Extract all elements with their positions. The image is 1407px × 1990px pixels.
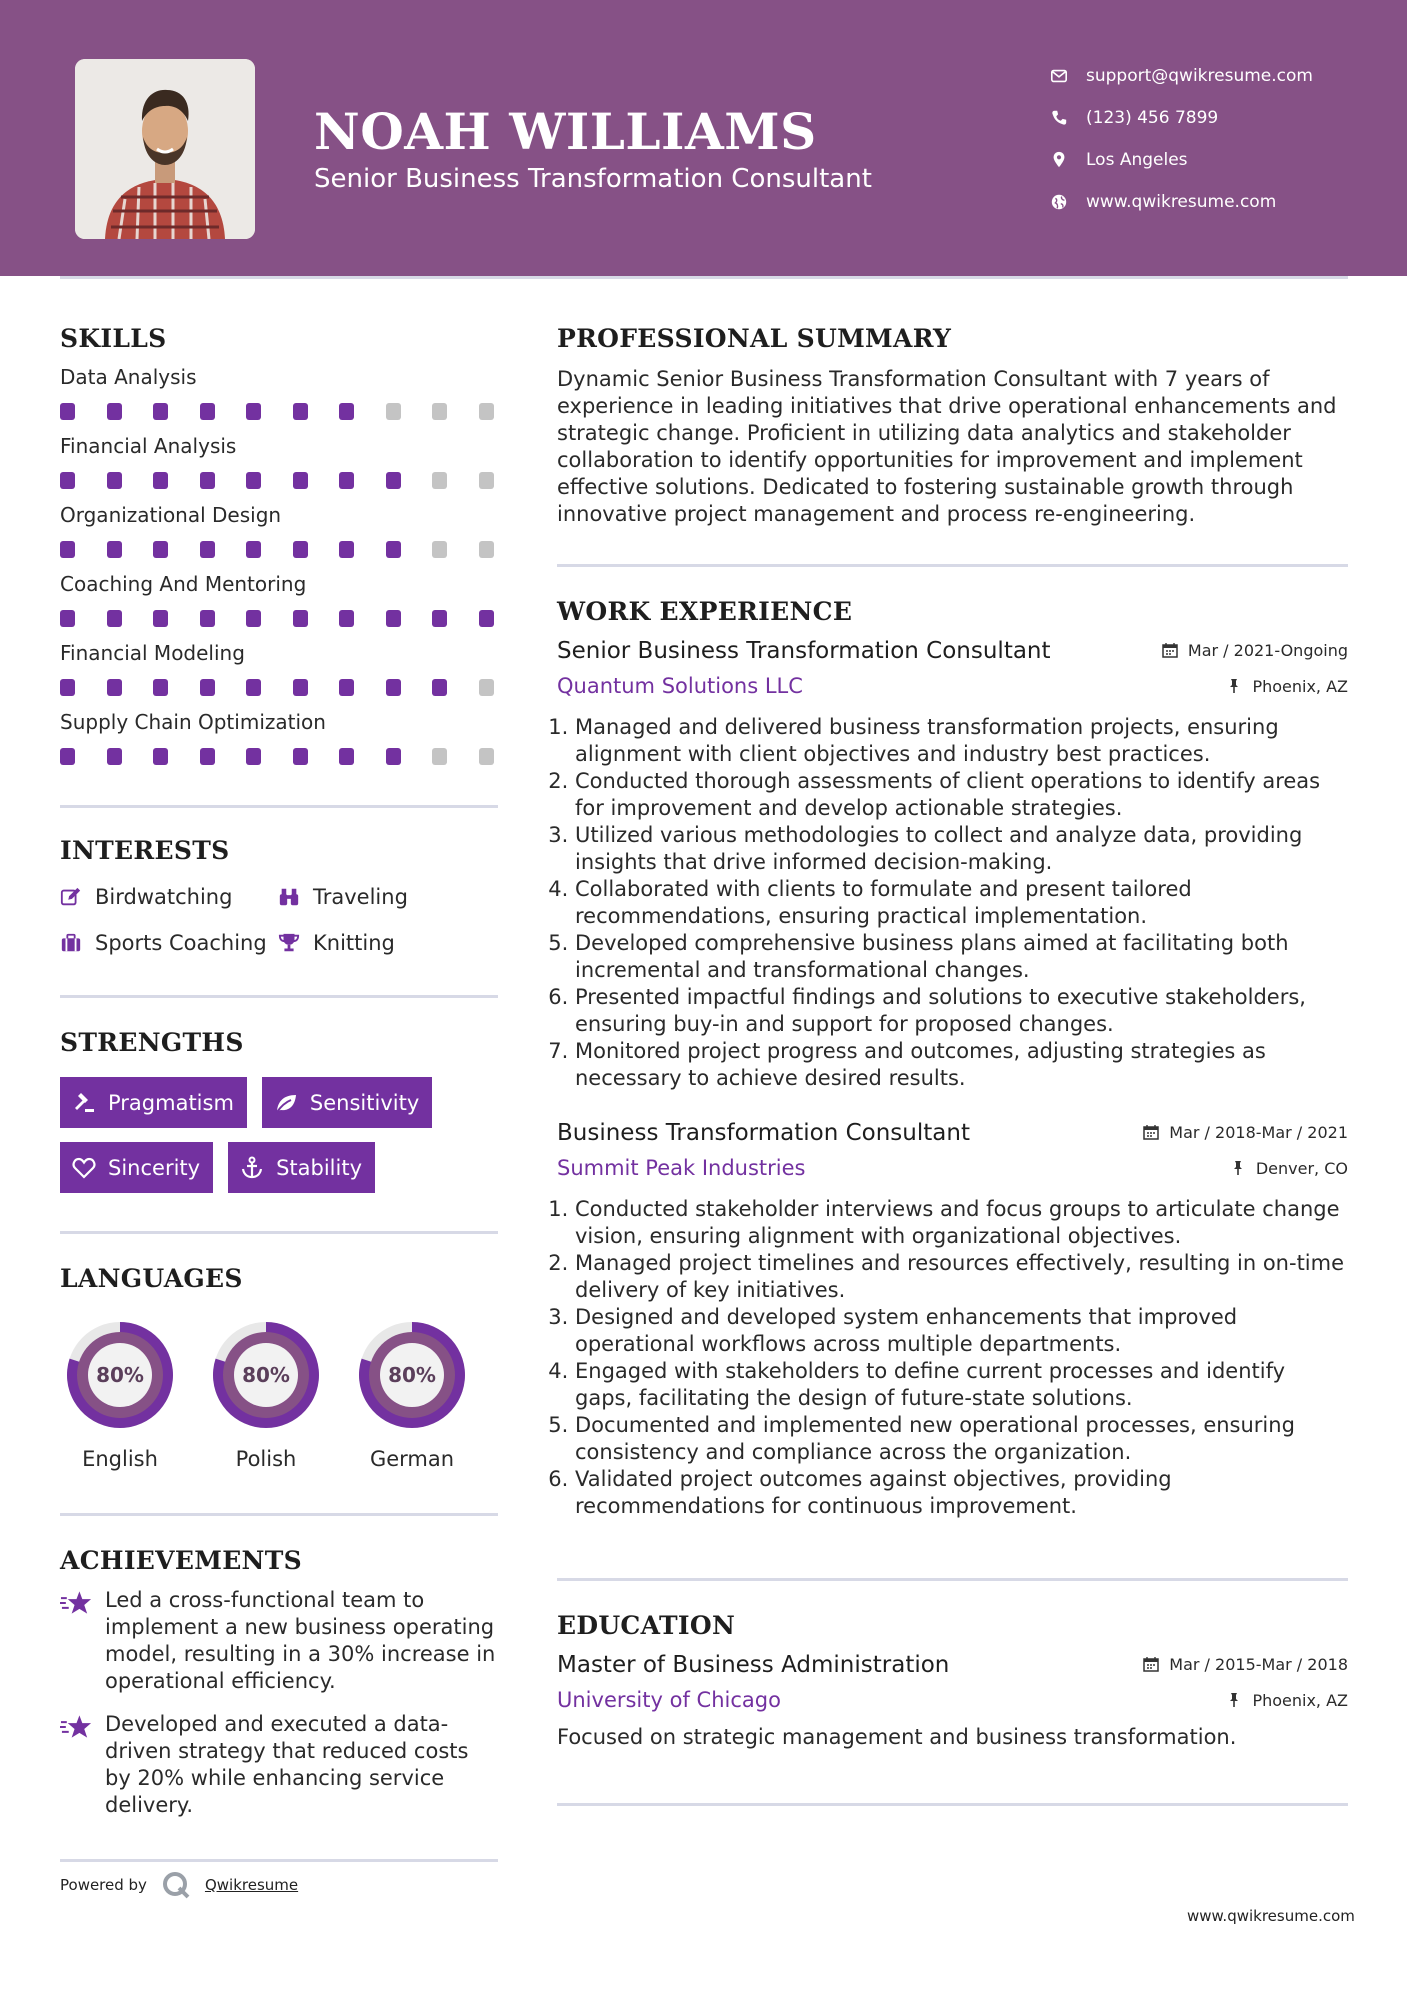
skill-dot-filled	[153, 679, 168, 696]
skill-rating	[60, 472, 498, 489]
section-divider	[557, 1803, 1348, 1806]
skill-name: Financial Modeling	[60, 641, 245, 665]
job-date	[1162, 641, 1348, 660]
job-entry	[557, 1120, 1348, 1520]
skill-dot-filled	[339, 748, 354, 765]
skill-dot-filled	[339, 679, 354, 696]
duty-item: 1. Conducted stakeholder interviews and focus groups to articulate change vision, ensuring alignment with organizational objectives.	[575, 1196, 1348, 1250]
skill-dot-filled	[293, 541, 308, 558]
duty-item: 7. Monitored project progress and outcomes, adjusting strategies as necessary to achieve desired results.	[575, 1038, 1348, 1092]
education-description: Focused on strategic management and business transformation.	[557, 1725, 1237, 1749]
job-subheader	[557, 674, 1348, 698]
company-name: Summit Peak Industries	[557, 1156, 806, 1180]
skill-dot-filled	[339, 610, 354, 627]
briefcase-icon	[60, 932, 82, 954]
language-percent: 80%	[96, 1363, 144, 1387]
skill-dot-filled	[200, 679, 215, 696]
contact-phone[interactable]	[1050, 97, 1313, 139]
duty-item: 1. Managed and delivered business transformation projects, ensuring alignment with client objectives and industry best practices.	[575, 714, 1348, 768]
section-divider	[557, 1578, 1348, 1581]
degree-name: Master of Business Administration	[557, 1652, 950, 1678]
skill-dot-filled	[246, 472, 261, 489]
skill-dot-filled	[246, 541, 261, 558]
candidate-name: NOAH WILLIAMS	[314, 102, 817, 161]
interest-item	[278, 885, 498, 909]
left-column	[60, 320, 498, 1900]
achievement-item	[60, 1587, 498, 1695]
skill-dot-filled	[479, 610, 494, 627]
job-location-text: Denver, CO	[1255, 1158, 1348, 1178]
education-date	[1143, 1655, 1348, 1674]
job-header	[557, 638, 1348, 664]
star-achievement-icon	[60, 1713, 93, 1741]
section-divider	[60, 1513, 498, 1516]
skill-name: Organizational Design	[60, 503, 282, 527]
skill-rating	[60, 610, 498, 627]
language-item	[60, 1315, 180, 1471]
language-item	[352, 1315, 472, 1471]
language-item	[206, 1315, 326, 1471]
skill-dot-filled	[246, 403, 261, 420]
strength-label: Sensitivity	[309, 1090, 420, 1115]
gavel-icon	[72, 1091, 96, 1115]
map-marker-icon	[1050, 151, 1068, 169]
skill-dot-filled	[200, 403, 215, 420]
skill-dot-empty	[432, 541, 447, 558]
skill-item	[60, 434, 498, 489]
achievement-text: Developed and executed a data-driven strategy that reduced costs by 20% while enhancing service delivery.	[105, 1712, 469, 1817]
globe-icon	[1050, 193, 1068, 211]
skill-name: Supply Chain Optimization	[60, 710, 326, 734]
language-name: English	[82, 1447, 158, 1471]
phone-icon	[1050, 109, 1068, 127]
interest-label: Birdwatching	[95, 885, 233, 909]
job-date-text: Mar / 2018-Mar / 2021	[1169, 1122, 1348, 1142]
skill-rating	[60, 748, 498, 765]
skill-dot-empty	[432, 748, 447, 765]
skill-rating	[60, 541, 498, 558]
skill-item	[60, 503, 498, 558]
language-name: German	[369, 1447, 455, 1471]
duty-item: 2. Conducted thorough assessments of client operations to identify areas for improvement and develop actionable strategies.	[575, 768, 1348, 822]
skill-dot-filled	[246, 610, 261, 627]
experience-heading: WORK EXPERIENCE	[557, 597, 853, 626]
summary-heading: PROFESSIONAL SUMMARY	[557, 324, 952, 353]
job-title: Business Transformation Consultant	[557, 1120, 970, 1146]
education-subheader	[557, 1688, 1348, 1712]
interests-heading: INTERESTS	[60, 836, 230, 865]
section-divider	[60, 1859, 498, 1862]
achievements-heading: ACHIEVEMENTS	[60, 1546, 302, 1575]
education-entry	[557, 1652, 1348, 1751]
skill-dot-filled	[107, 748, 122, 765]
education-heading: EDUCATION	[557, 1611, 736, 1640]
skill-dot-filled	[200, 610, 215, 627]
skill-dot-filled	[107, 403, 122, 420]
skill-dot-filled	[432, 679, 447, 696]
pin-icon	[1230, 1160, 1246, 1176]
school-name: University of Chicago	[557, 1688, 781, 1712]
contact-location	[1050, 139, 1313, 181]
achievement-item	[60, 1711, 498, 1819]
skills-heading: SKILLS	[60, 324, 167, 353]
language-ring	[206, 1315, 326, 1435]
skill-name: Data Analysis	[60, 365, 197, 389]
strengths-heading: STRENGTHS	[60, 1028, 244, 1057]
candidate-title: Senior Business Transformation Consultant	[314, 164, 872, 194]
heart-icon	[72, 1156, 96, 1180]
interest-label: Traveling	[313, 885, 408, 909]
skill-dot-filled	[153, 403, 168, 420]
skill-item	[60, 572, 498, 627]
skill-dot-filled	[293, 748, 308, 765]
job-location	[1230, 1159, 1348, 1178]
skill-dot-filled	[386, 541, 401, 558]
skill-dot-filled	[153, 610, 168, 627]
interest-label: Knitting	[313, 931, 395, 955]
skill-rating	[60, 679, 498, 696]
contact-email-text: support@qwikresume.com	[1086, 66, 1313, 86]
strength-label: Pragmatism	[108, 1090, 234, 1115]
skill-dot-empty	[479, 541, 494, 558]
contact-website-text: www.qwikresume.com	[1086, 192, 1277, 212]
edit-icon	[60, 886, 82, 908]
skill-dot-filled	[386, 748, 401, 765]
skill-dot-filled	[339, 472, 354, 489]
interests-list	[60, 885, 498, 955]
skill-dot-filled	[107, 610, 122, 627]
skill-dot-filled	[107, 541, 122, 558]
skill-dot-empty	[479, 403, 494, 420]
duty-item: 5. Documented and implemented new operational processes, ensuring consistency and compliance across the organization.	[575, 1412, 1348, 1466]
person-avatar-icon	[75, 59, 255, 239]
strengths-list	[60, 1077, 498, 1193]
skill-rating	[60, 403, 498, 420]
contact-website[interactable]	[1050, 181, 1313, 223]
skills-list	[60, 365, 498, 765]
job-entry	[557, 638, 1348, 1092]
strength-tag	[60, 1142, 213, 1193]
skill-dot-filled	[339, 541, 354, 558]
skill-dot-filled	[200, 748, 215, 765]
languages-list	[60, 1315, 498, 1471]
interest-label: Sports Coaching	[95, 931, 267, 955]
interest-item	[60, 931, 278, 955]
job-subheader	[557, 1156, 1348, 1180]
skill-name: Financial Analysis	[60, 434, 237, 458]
skill-dot-filled	[60, 748, 75, 765]
strength-label: Sincerity	[108, 1155, 201, 1180]
interest-item	[278, 931, 498, 955]
language-ring	[352, 1315, 472, 1435]
skill-dot-filled	[386, 679, 401, 696]
job-location	[1226, 677, 1348, 696]
footer-website-link[interactable]: www.qwikresume.com	[1187, 1907, 1355, 1925]
job-duties	[557, 1196, 1348, 1520]
skill-dot-filled	[293, 472, 308, 489]
duty-item: 2. Managed project timelines and resources effectively, resulting in on-time delivery of key initiatives.	[575, 1250, 1348, 1304]
job-duties	[557, 714, 1348, 1092]
skill-dot-empty	[432, 403, 447, 420]
duty-item: 5. Developed comprehensive business plans aimed at facilitating both incremental and transformational changes.	[575, 930, 1348, 984]
header	[0, 0, 1407, 276]
skill-dot-filled	[339, 403, 354, 420]
skill-dot-filled	[60, 541, 75, 558]
language-ring	[60, 1315, 180, 1435]
education-header	[557, 1652, 1348, 1678]
contact-email[interactable]	[1050, 55, 1313, 97]
language-percent: 80%	[242, 1363, 290, 1387]
languages-heading: LANGUAGES	[60, 1264, 243, 1293]
duty-item: 6. Validated project outcomes against objectives, providing recommendations for continuous improvement.	[575, 1466, 1348, 1520]
job-date	[1143, 1123, 1348, 1142]
duty-item: 4. Collaborated with clients to formulate and present tailored recommendations, ensuring practical implementation.	[575, 876, 1348, 930]
job-header	[557, 1120, 1348, 1146]
skill-item	[60, 365, 498, 420]
strength-label: Stability	[276, 1155, 363, 1180]
education-date-text: Mar / 2015-Mar / 2018	[1169, 1654, 1348, 1674]
skill-dot-empty	[479, 472, 494, 489]
skill-dot-filled	[200, 541, 215, 558]
section-divider	[60, 805, 498, 808]
qwikresume-logo-icon	[161, 1870, 191, 1900]
section-divider	[60, 1231, 498, 1234]
skill-dot-filled	[293, 679, 308, 696]
skill-item	[60, 641, 498, 696]
binoculars-icon	[278, 886, 300, 908]
skill-dot-filled	[386, 610, 401, 627]
skill-dot-filled	[246, 748, 261, 765]
header-divider	[60, 276, 1348, 279]
section-divider	[557, 564, 1348, 567]
skill-dot-filled	[153, 541, 168, 558]
skill-dot-filled	[60, 610, 75, 627]
job-location-text: Phoenix, AZ	[1252, 676, 1348, 696]
skill-dot-filled	[432, 610, 447, 627]
job-date-text: Mar / 2021-Ongoing	[1187, 640, 1348, 660]
calendar-icon	[1162, 642, 1178, 658]
profile-photo	[75, 59, 255, 239]
skill-dot-filled	[200, 472, 215, 489]
powered-by	[60, 1870, 498, 1900]
leaf-icon	[274, 1091, 298, 1115]
duty-item: 6. Presented impactful findings and solutions to executive stakeholders, ensuring buy-in and support for proposed changes.	[575, 984, 1348, 1038]
right-column	[557, 320, 1348, 1806]
duty-item: 3. Designed and developed system enhancements that improved operational workflows across multiple departments.	[575, 1304, 1348, 1358]
strength-tag	[262, 1077, 432, 1128]
skill-dot-filled	[60, 472, 75, 489]
skill-dot-filled	[386, 472, 401, 489]
skill-dot-filled	[153, 748, 168, 765]
skill-dot-filled	[60, 679, 75, 696]
strength-tag	[60, 1077, 247, 1128]
education-location-text: Phoenix, AZ	[1252, 1690, 1348, 1710]
skill-dot-filled	[107, 679, 122, 696]
envelope-icon	[1050, 67, 1068, 85]
contact-location-text: Los Angeles	[1086, 150, 1188, 170]
contact-list	[1050, 55, 1313, 223]
interest-item	[60, 885, 278, 909]
powered-by-text: Powered by	[60, 1876, 147, 1894]
skill-dot-empty	[479, 679, 494, 696]
contact-phone-text: (123) 456 7899	[1086, 108, 1219, 128]
language-name: Polish	[235, 1447, 297, 1471]
skill-dot-empty	[479, 748, 494, 765]
skill-dot-filled	[60, 403, 75, 420]
education-location	[1226, 1691, 1348, 1710]
skill-dot-filled	[153, 472, 168, 489]
duty-item: 3. Utilized various methodologies to collect and analyze data, providing insights that drive informed decision-making.	[575, 822, 1348, 876]
skill-item	[60, 710, 498, 765]
skill-dot-filled	[293, 610, 308, 627]
strength-tag	[228, 1142, 375, 1193]
company-name: Quantum Solutions LLC	[557, 674, 803, 698]
star-achievement-icon	[60, 1589, 93, 1617]
skill-dot-empty	[432, 472, 447, 489]
skill-dot-filled	[246, 679, 261, 696]
calendar-icon	[1143, 1656, 1159, 1672]
job-title: Senior Business Transformation Consultant	[557, 638, 1051, 664]
section-divider	[60, 995, 498, 998]
summary-text: Dynamic Senior Business Transformation Consultant with 7 years of experience in leading initiatives that drive operational enhancements and strategic change. Proficient in utilizing data analytics and stakeholder collaboration to identify opportunities for improvement and implement effective solutions. Dedicated to fostering sustainable growth through innovative project management and process re-engineering.	[557, 367, 1337, 526]
achievements-list	[60, 1587, 498, 1819]
language-percent: 80%	[388, 1363, 436, 1387]
trophy-icon	[278, 932, 300, 954]
powered-by-brand-link[interactable]: Qwikresume	[204, 1876, 299, 1894]
pin-icon	[1226, 678, 1242, 694]
calendar-icon	[1143, 1124, 1159, 1140]
skill-name: Coaching And Mentoring	[60, 572, 307, 596]
skill-dot-filled	[107, 472, 122, 489]
skill-dot-filled	[293, 403, 308, 420]
duty-item: 4. Engaged with stakeholders to define current processes and identify gaps, facilitating the design of future-state solutions.	[575, 1358, 1348, 1412]
pin-icon	[1226, 1692, 1242, 1708]
skill-dot-empty	[386, 403, 401, 420]
achievement-text: Led a cross-functional team to implement a new business operating model, resulting in a 30% increase in operational efficiency.	[105, 1588, 496, 1693]
anchor-icon	[240, 1156, 264, 1180]
